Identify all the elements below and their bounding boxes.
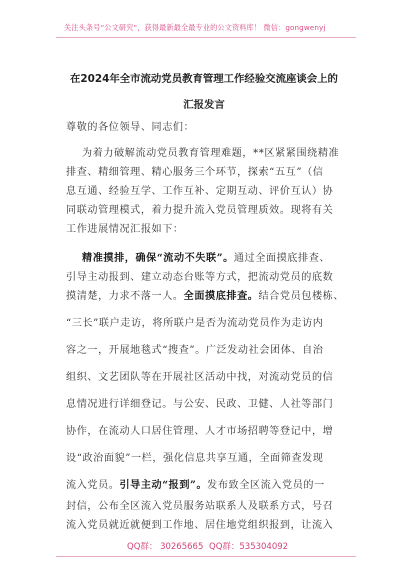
paragraph-line: 息互通、经验互学、工作互补、定期互动、评价互认）协 [66, 186, 334, 197]
paragraph-line: 容之一，开展地毯式“搜查”。广泛发动社会团体、自治 [66, 345, 324, 356]
footer-qq-group-2: QQ群：535304092 [209, 542, 289, 552]
paragraph-line [66, 291, 346, 303]
footer-divider [56, 556, 356, 557]
paragraph-text: 结合党员包楼栋、 [258, 291, 345, 302]
paragraph-text: 流入党员。 [66, 480, 120, 491]
paragraph-line [82, 253, 346, 265]
footer [0, 540, 408, 556]
document-title-continued: 汇报发言 [183, 99, 225, 111]
section-heading: 精准摸排，确保“流动不失联”。 [82, 253, 234, 264]
paragraph-line: 为着力破解流动党员教育管理难题，**区紧紧围绕精准 [82, 148, 340, 159]
subsection-heading: 全面摸底排查。 [183, 291, 259, 302]
paragraph-line: 排查、精细管理、精心服务三个环节，探索“五互”（信 [66, 167, 324, 178]
salutation: 尊敬的各位领导、同志们： [66, 122, 195, 133]
paragraph-line: 工作进展情况汇报如下： [66, 224, 184, 235]
paragraph-line: 封信，公布全区流入党员服务站联系人及联系方式，号召 [66, 501, 334, 512]
paragraph-line [66, 480, 346, 492]
paragraph-line: 同联动管理模式，着力提升流入党员管理质效。现将有关 [66, 205, 334, 216]
paragraph-line: 流入党员就近就便到工作地、居住地党组织报到，让流入 [66, 520, 334, 531]
header-divider [56, 37, 356, 38]
paragraph-line: 引导主动报到、建立动态台账等方式，把流动党员的底数 [66, 272, 334, 283]
footer-qq-group-1: QQ群： 30265665 [127, 542, 204, 552]
paragraph-line: 设“政治面貌”一栏，强化信息共享互通，全面筛查发现 [66, 453, 324, 464]
paragraph-text: 发布致全区流入党员的一 [207, 480, 325, 491]
paragraph-text: 摸清楚，力求不落一人。 [66, 291, 184, 302]
paragraph-line: “三长”联户走访，将所联户是否为流动党员作为走访内 [66, 318, 324, 329]
document-title: 在2024年全市流动党员教育管理工作经验交流座谈会上的 [70, 73, 338, 85]
subsection-heading: 引导主动“报到”。 [119, 480, 208, 491]
paragraph-text: 通过全面摸底排查、 [233, 253, 331, 264]
paragraph-line: 组织、文艺团队等在开展社区活动中找，对流动党员的信 [66, 372, 334, 383]
header-banner: 关注头条号“公文研究”，获得最新最全最专业的公文资料库！ 微信：gongwenyj [64, 23, 326, 32]
paragraph-line: 协作，在流动人口居住管理、人才市场招聘等登记中，增 [66, 426, 334, 437]
paragraph-line: 息情况进行详细登记。与公安、民政、卫健、人社等部门 [66, 399, 334, 410]
